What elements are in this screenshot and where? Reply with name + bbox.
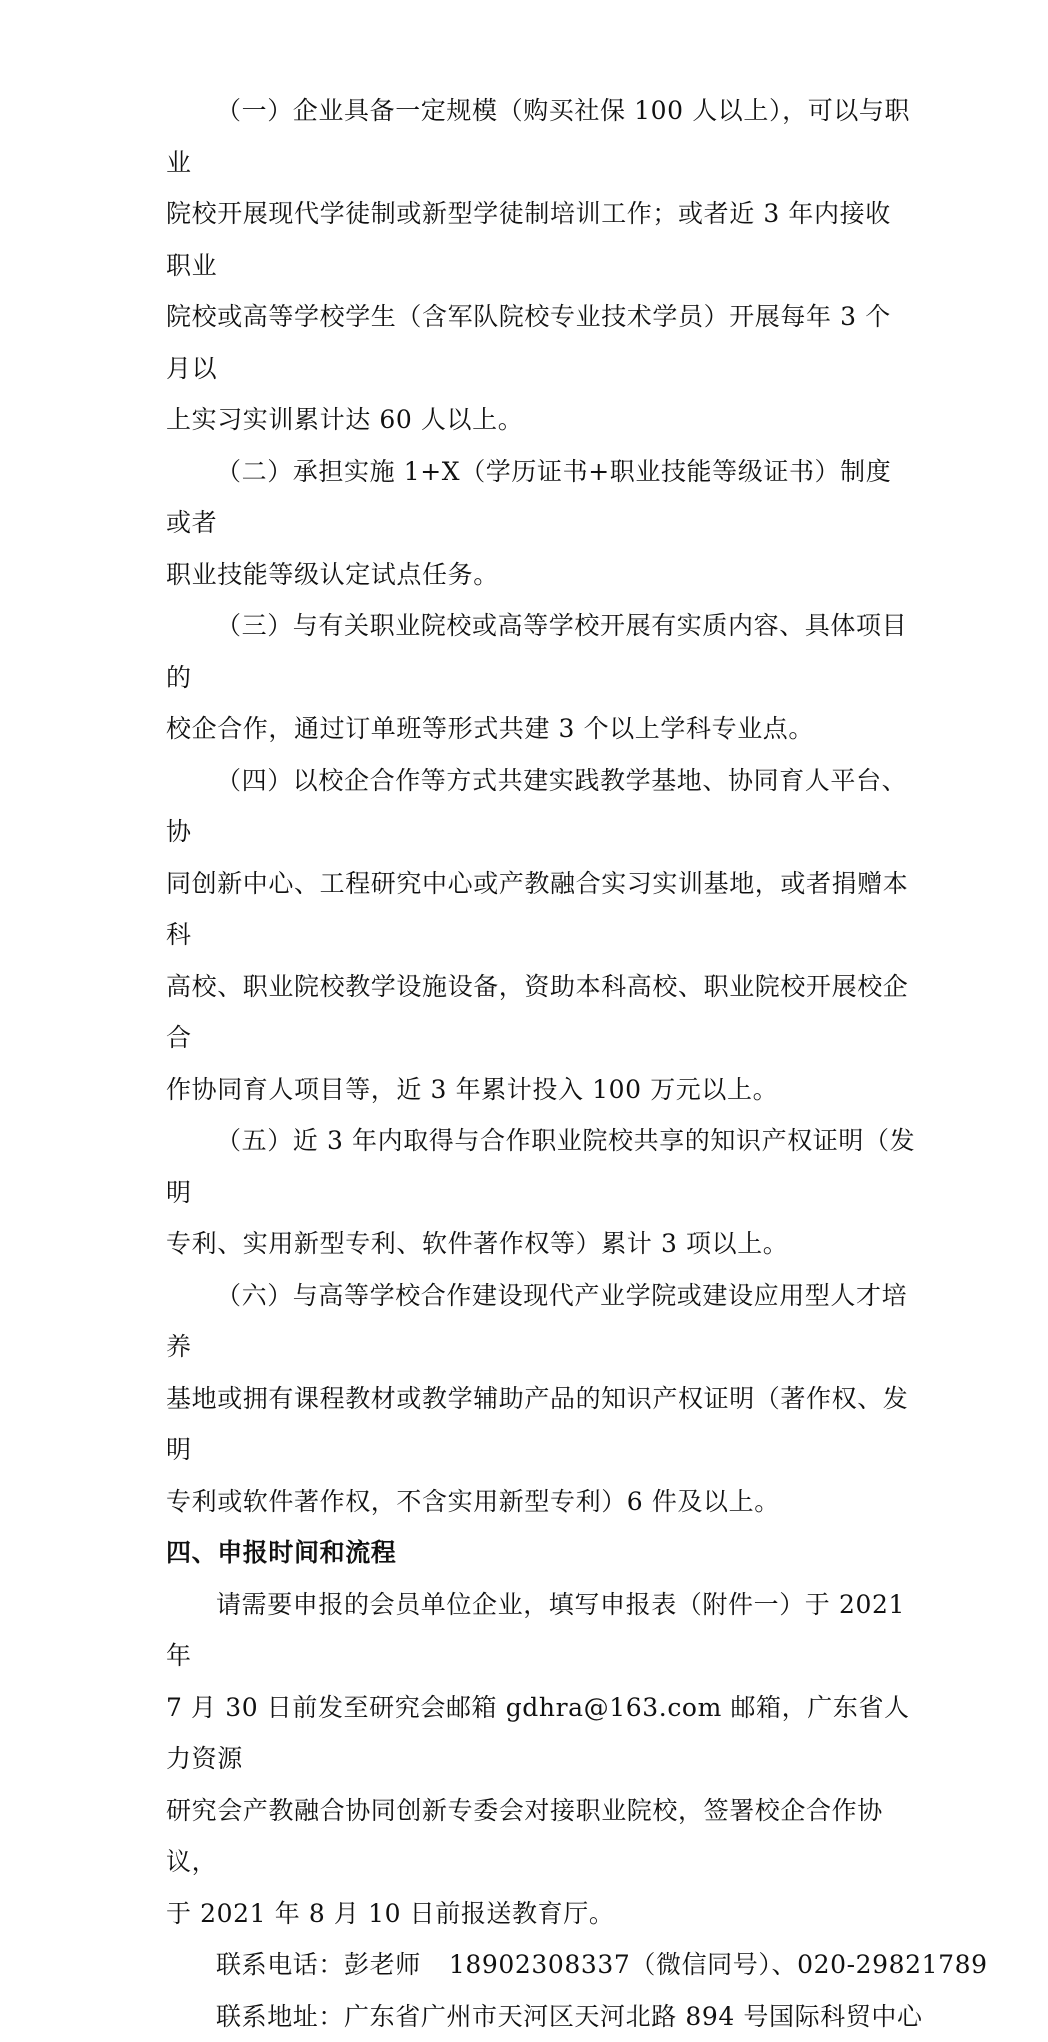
criterion-4 — [166, 755, 916, 1116]
text-line: 专利或软件著作权，不含实用新型专利）6 件及以上。 — [166, 1476, 916, 1528]
text-line: 同创新中心、工程研究中心或产教融合实习实训基地，或者捐赠本科 — [166, 858, 916, 961]
text-line: 院校开展现代学徒制或新型学徒制培训工作；或者近 3 年内接收职业 — [166, 188, 916, 291]
criterion-1 — [166, 85, 916, 446]
text-line: （三）与有关职业院校或高等学校开展有实质内容、具体项目的 — [166, 611, 907, 692]
text-line: （二）承担实施 1+X（学历证书+职业技能等级证书）制度或者 — [166, 457, 891, 538]
criterion-6 — [166, 1270, 916, 1528]
contact-address — [166, 1991, 916, 2042]
text-line: 校企合作，通过订单班等形式共建 3 个以上学科专业点。 — [166, 703, 916, 755]
text-line: （一）企业具备一定规模（购买社保 100 人以上），可以与职业 — [166, 96, 910, 177]
text-line: （四）以校企合作等方式共建实践教学基地、协同育人平台、协 — [166, 766, 907, 847]
text-line: 院校或高等学校学生（含军队院校专业技术学员）开展每年 3 个月以 — [166, 291, 916, 394]
contact-phone — [166, 1939, 916, 1991]
text-line: 于 2021 年 8 月 10 日前报送教育厅。 — [166, 1888, 916, 1940]
contact-address-value: 广东省广州市天河区天河北路 894 号国际科贸中心 — [344, 2002, 923, 2031]
procedure-paragraph — [166, 1579, 916, 1940]
contact-address-label: 联系地址： — [216, 2002, 344, 2031]
text-line: 职业技能等级认定试点任务。 — [166, 549, 916, 601]
contact-phone-value: 18902308337（微信同号）、020-29821789 — [449, 1950, 988, 1979]
text-line: 基地或拥有课程教材或教学辅助产品的知识产权证明（著作权、发明 — [166, 1373, 916, 1476]
text-line: 高校、职业院校教学设施设备，资助本科高校、职业院校开展校企合 — [166, 961, 916, 1064]
text-line: 专利、实用新型专利、软件著作权等）累计 3 项以上。 — [166, 1218, 916, 1270]
contact-phone-label: 联系电话：彭老师 — [216, 1950, 421, 1979]
criterion-2 — [166, 446, 916, 601]
text-line: （六）与高等学校合作建设现代产业学院或建设应用型人才培养 — [166, 1281, 907, 1362]
text-line: 作协同育人项目等，近 3 年累计投入 100 万元以上。 — [166, 1064, 916, 1116]
document-page — [166, 85, 916, 2042]
section-heading: 四、申报时间和流程 — [166, 1527, 916, 1579]
criterion-3 — [166, 600, 916, 755]
text-line: 上实习实训累计达 60 人以上。 — [166, 394, 916, 446]
text-line: 研究会产教融合协同创新专委会对接职业院校，签署校企合作协议， — [166, 1785, 916, 1888]
text-line: （五）近 3 年内取得与合作职业院校共享的知识产权证明（发明 — [166, 1126, 915, 1207]
text-line: 请需要申报的会员单位企业，填写申报表（附件一）于 2021 年 — [166, 1590, 905, 1671]
text-line: 7 月 30 日前发至研究会邮箱 gdhra@163.com 邮箱，广东省人力资源 — [166, 1682, 916, 1785]
criterion-5 — [166, 1115, 916, 1270]
